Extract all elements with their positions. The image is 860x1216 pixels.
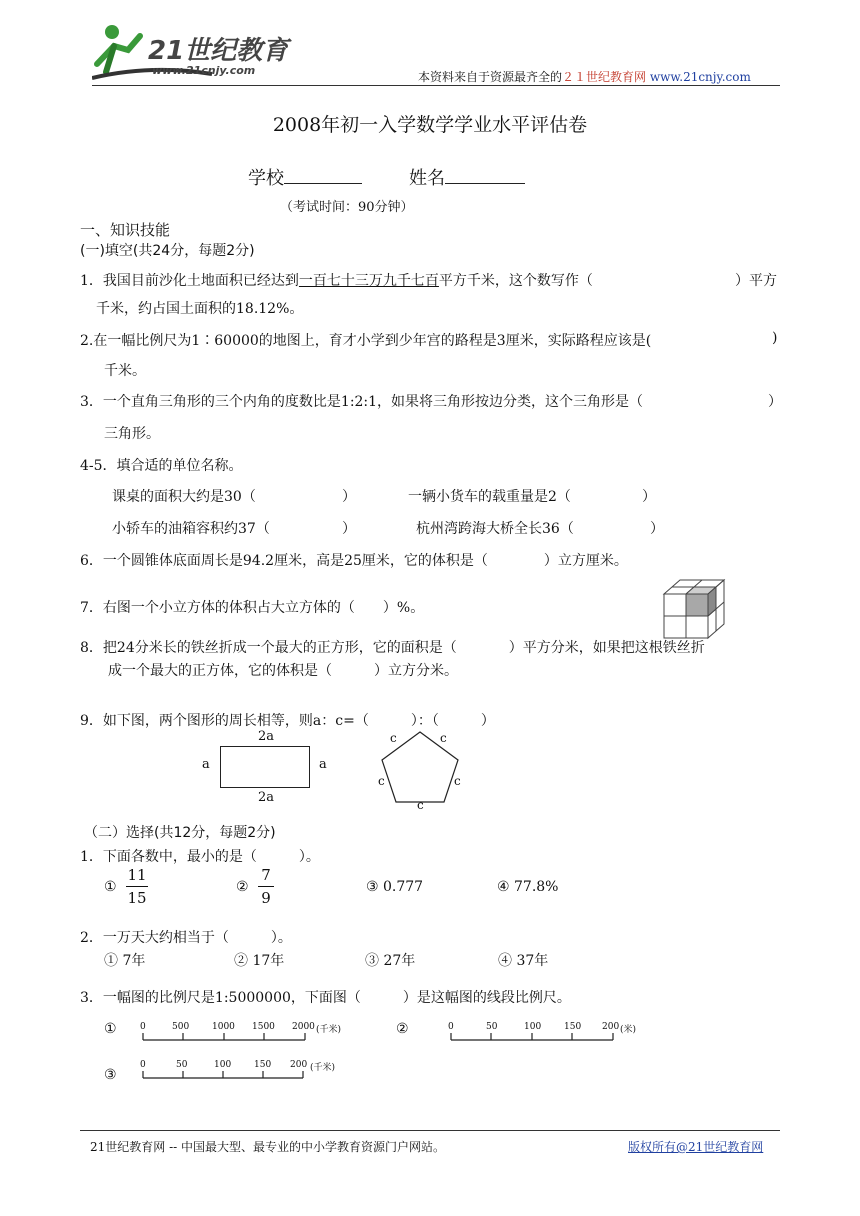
p2-q1-opt3: ③ 0.777	[366, 879, 424, 895]
scale1-tick-label: 1000	[212, 1022, 235, 1032]
q1-line1: 1．我国目前沙化土地面积已经达到一百七十三万九千七百平方千米，这个数写作（	[80, 273, 593, 289]
q4-item-2: 一辆小货车的载重量是2（	[408, 489, 571, 505]
footer-left: 21世纪教育网 -- 中国最大型、最专业的中小学教育资源门户网站。	[90, 1140, 446, 1154]
name-label: 姓名	[409, 168, 445, 189]
pent-label-tl: c	[390, 731, 397, 745]
q2-close: )	[772, 330, 778, 346]
section-heading: 一、知识技能	[80, 221, 171, 239]
p2-q2: 2．一万天大约相当于（ ）。	[80, 930, 292, 946]
pent-label-l: c	[378, 774, 385, 788]
q1-line2: 千米，约占国土面积的18.12%。	[96, 301, 304, 317]
scale1-tick-label: 1500	[252, 1022, 275, 1032]
rect-bottom-label: 2a	[258, 790, 275, 805]
scale2-mark: ②	[396, 1021, 409, 1037]
scale2-tick-label: 150	[564, 1022, 582, 1032]
q5-item-2: 杭州湾跨海大桥全长36（	[416, 521, 574, 537]
q3-line2: 三角形。	[104, 426, 160, 442]
cube-figure	[662, 578, 728, 646]
p2-q2-opt2: ② 17年	[234, 953, 285, 969]
pent-label-r: c	[454, 774, 461, 788]
scale3-tick-label: 200	[290, 1060, 308, 1070]
scale2-unit: (米)	[620, 1025, 637, 1035]
scale1-tick-label: 0	[140, 1022, 146, 1032]
q4-item-1: 课桌的面积大约是30（	[112, 489, 256, 505]
school-field	[248, 164, 362, 190]
q9-line: 9．如下图，两个图形的周长相等，则a：c=（ ）：（ ）	[80, 713, 495, 729]
q5-item-1-close: ）	[342, 521, 356, 537]
pent-label-tr: c	[440, 731, 447, 745]
p2-q2-opt1: ① 7年	[104, 953, 146, 969]
q2-line1: 2.在一幅比例尺为1∶60000的地图上，育才小学到少年宫的路程是3厘米，实际路程应该是(	[80, 333, 652, 349]
p2-q1-opt4: ④ 77.8%	[497, 879, 559, 895]
part2-heading: （二）选择(共12分，每题2分)	[84, 825, 276, 841]
p2-q1-opt1-fraction: 11 15	[127, 866, 147, 907]
q2-line2: 千米。	[104, 363, 146, 379]
rectangle-figure	[196, 728, 336, 808]
header-rule	[92, 85, 780, 86]
scale-bar-2	[446, 1022, 656, 1046]
p2-q1-opt1-mark: ①	[104, 879, 117, 895]
q3-line1: 3．一个直角三角形的三个内角的度数比是1:2:1，如果将三角形按边分类，这个三角形是（	[80, 394, 644, 410]
school-label: 学校	[248, 168, 284, 189]
q5-item-2-close: ）	[650, 521, 664, 537]
pent-label-b: c	[417, 798, 424, 812]
rect-right-label: a	[319, 757, 327, 772]
p2-q1: 1．下面各数中，最小的是（ ）。	[80, 849, 320, 865]
q6-line: 6．一个圆锥体底面周长是94.2厘米，高是25厘米，它的体积是（ ）立方厘米。	[80, 553, 628, 569]
p2-q1-opt2-fraction: 7 9	[258, 866, 274, 907]
logo-text: 21世纪教育	[148, 36, 289, 66]
p2-q2-opt3: ③ 27年	[365, 953, 416, 969]
scale2-line	[446, 1030, 626, 1044]
q45-heading: 4-5．填合适的单位名称。	[80, 458, 243, 474]
p2-q1-opt2-mark: ②	[236, 879, 249, 895]
p2-q3: 3．一幅图的比例尺是1:5000000，下面图（ ）是这幅图的线段比例尺。	[80, 990, 571, 1006]
scale1-tick-label: 500	[172, 1022, 190, 1032]
scale3-tick-label: 50	[176, 1060, 188, 1070]
pentagon-figure	[372, 728, 468, 812]
q8-line2: 成一个最大的正方体，它的体积是（ ）立方分米。	[108, 663, 458, 679]
rect-top-label: 2a	[258, 729, 275, 744]
scale3-unit: (千米)	[310, 1063, 336, 1073]
p2-q2-opt4: ④ 37年	[498, 953, 549, 969]
name-blank[interactable]	[445, 167, 525, 184]
q3-close: ）	[768, 394, 782, 410]
source-prefix: 本资料来自于资源最齐全的	[418, 70, 563, 84]
scale-bar-3	[138, 1060, 358, 1084]
q7-line: 7．右图一个小立方体的体积占大立方体的（ ）%。	[80, 600, 425, 616]
rect-left-label: a	[202, 757, 210, 772]
scale1-unit: (千米)	[316, 1025, 342, 1035]
scale3-mark: ③	[104, 1067, 117, 1083]
page-title: 2008年初一入学数学学业水平评估卷	[272, 114, 588, 136]
scale1-tick-label: 2000	[292, 1022, 315, 1032]
q1-underlined: 一百七十三万九千七百	[298, 273, 439, 289]
source-note	[418, 68, 751, 85]
source-url[interactable]: www.21cnjy.com	[649, 70, 751, 84]
scale1-line	[138, 1030, 318, 1044]
scale1-mark: ①	[104, 1021, 117, 1037]
scale3-tick-label: 0	[140, 1060, 146, 1070]
logo-url: www.21cnjy.com	[152, 64, 256, 77]
rectangle-shape	[220, 746, 310, 788]
school-blank[interactable]	[284, 167, 362, 184]
scale3-tick-label: 150	[254, 1060, 272, 1070]
q4-item-2-close: ）	[642, 489, 656, 505]
scale2-tick-label: 200	[602, 1022, 620, 1032]
scale2-tick-label: 100	[524, 1022, 542, 1032]
footer-rule	[80, 1130, 780, 1131]
scale3-line	[138, 1068, 318, 1082]
q1-tail: ）平方	[735, 273, 777, 289]
scale-bar-1	[138, 1022, 358, 1046]
q8-line1: 8．把24分米长的铁丝折成一个最大的正方形，它的面积是（ ）平方分米，如果把这根铁丝折	[80, 640, 705, 656]
q4-item-1-close: ）	[342, 489, 356, 505]
scale2-tick-label: 50	[486, 1022, 498, 1032]
source-site: ２１世纪教育网	[562, 70, 647, 84]
cube-diagram-icon	[662, 578, 728, 642]
q5-item-1: 小轿车的油箱容积约37（	[112, 521, 270, 537]
exam-time: （考试时间：90分钟）	[280, 200, 414, 215]
part1-heading: (一)填空(共24分，每题2分)	[80, 243, 255, 259]
scale2-tick-label: 0	[448, 1022, 454, 1032]
name-field	[409, 164, 525, 190]
footer-copyright-link[interactable]: 版权所有@21世纪教育网	[628, 1140, 764, 1154]
scale3-tick-label: 100	[214, 1060, 232, 1070]
